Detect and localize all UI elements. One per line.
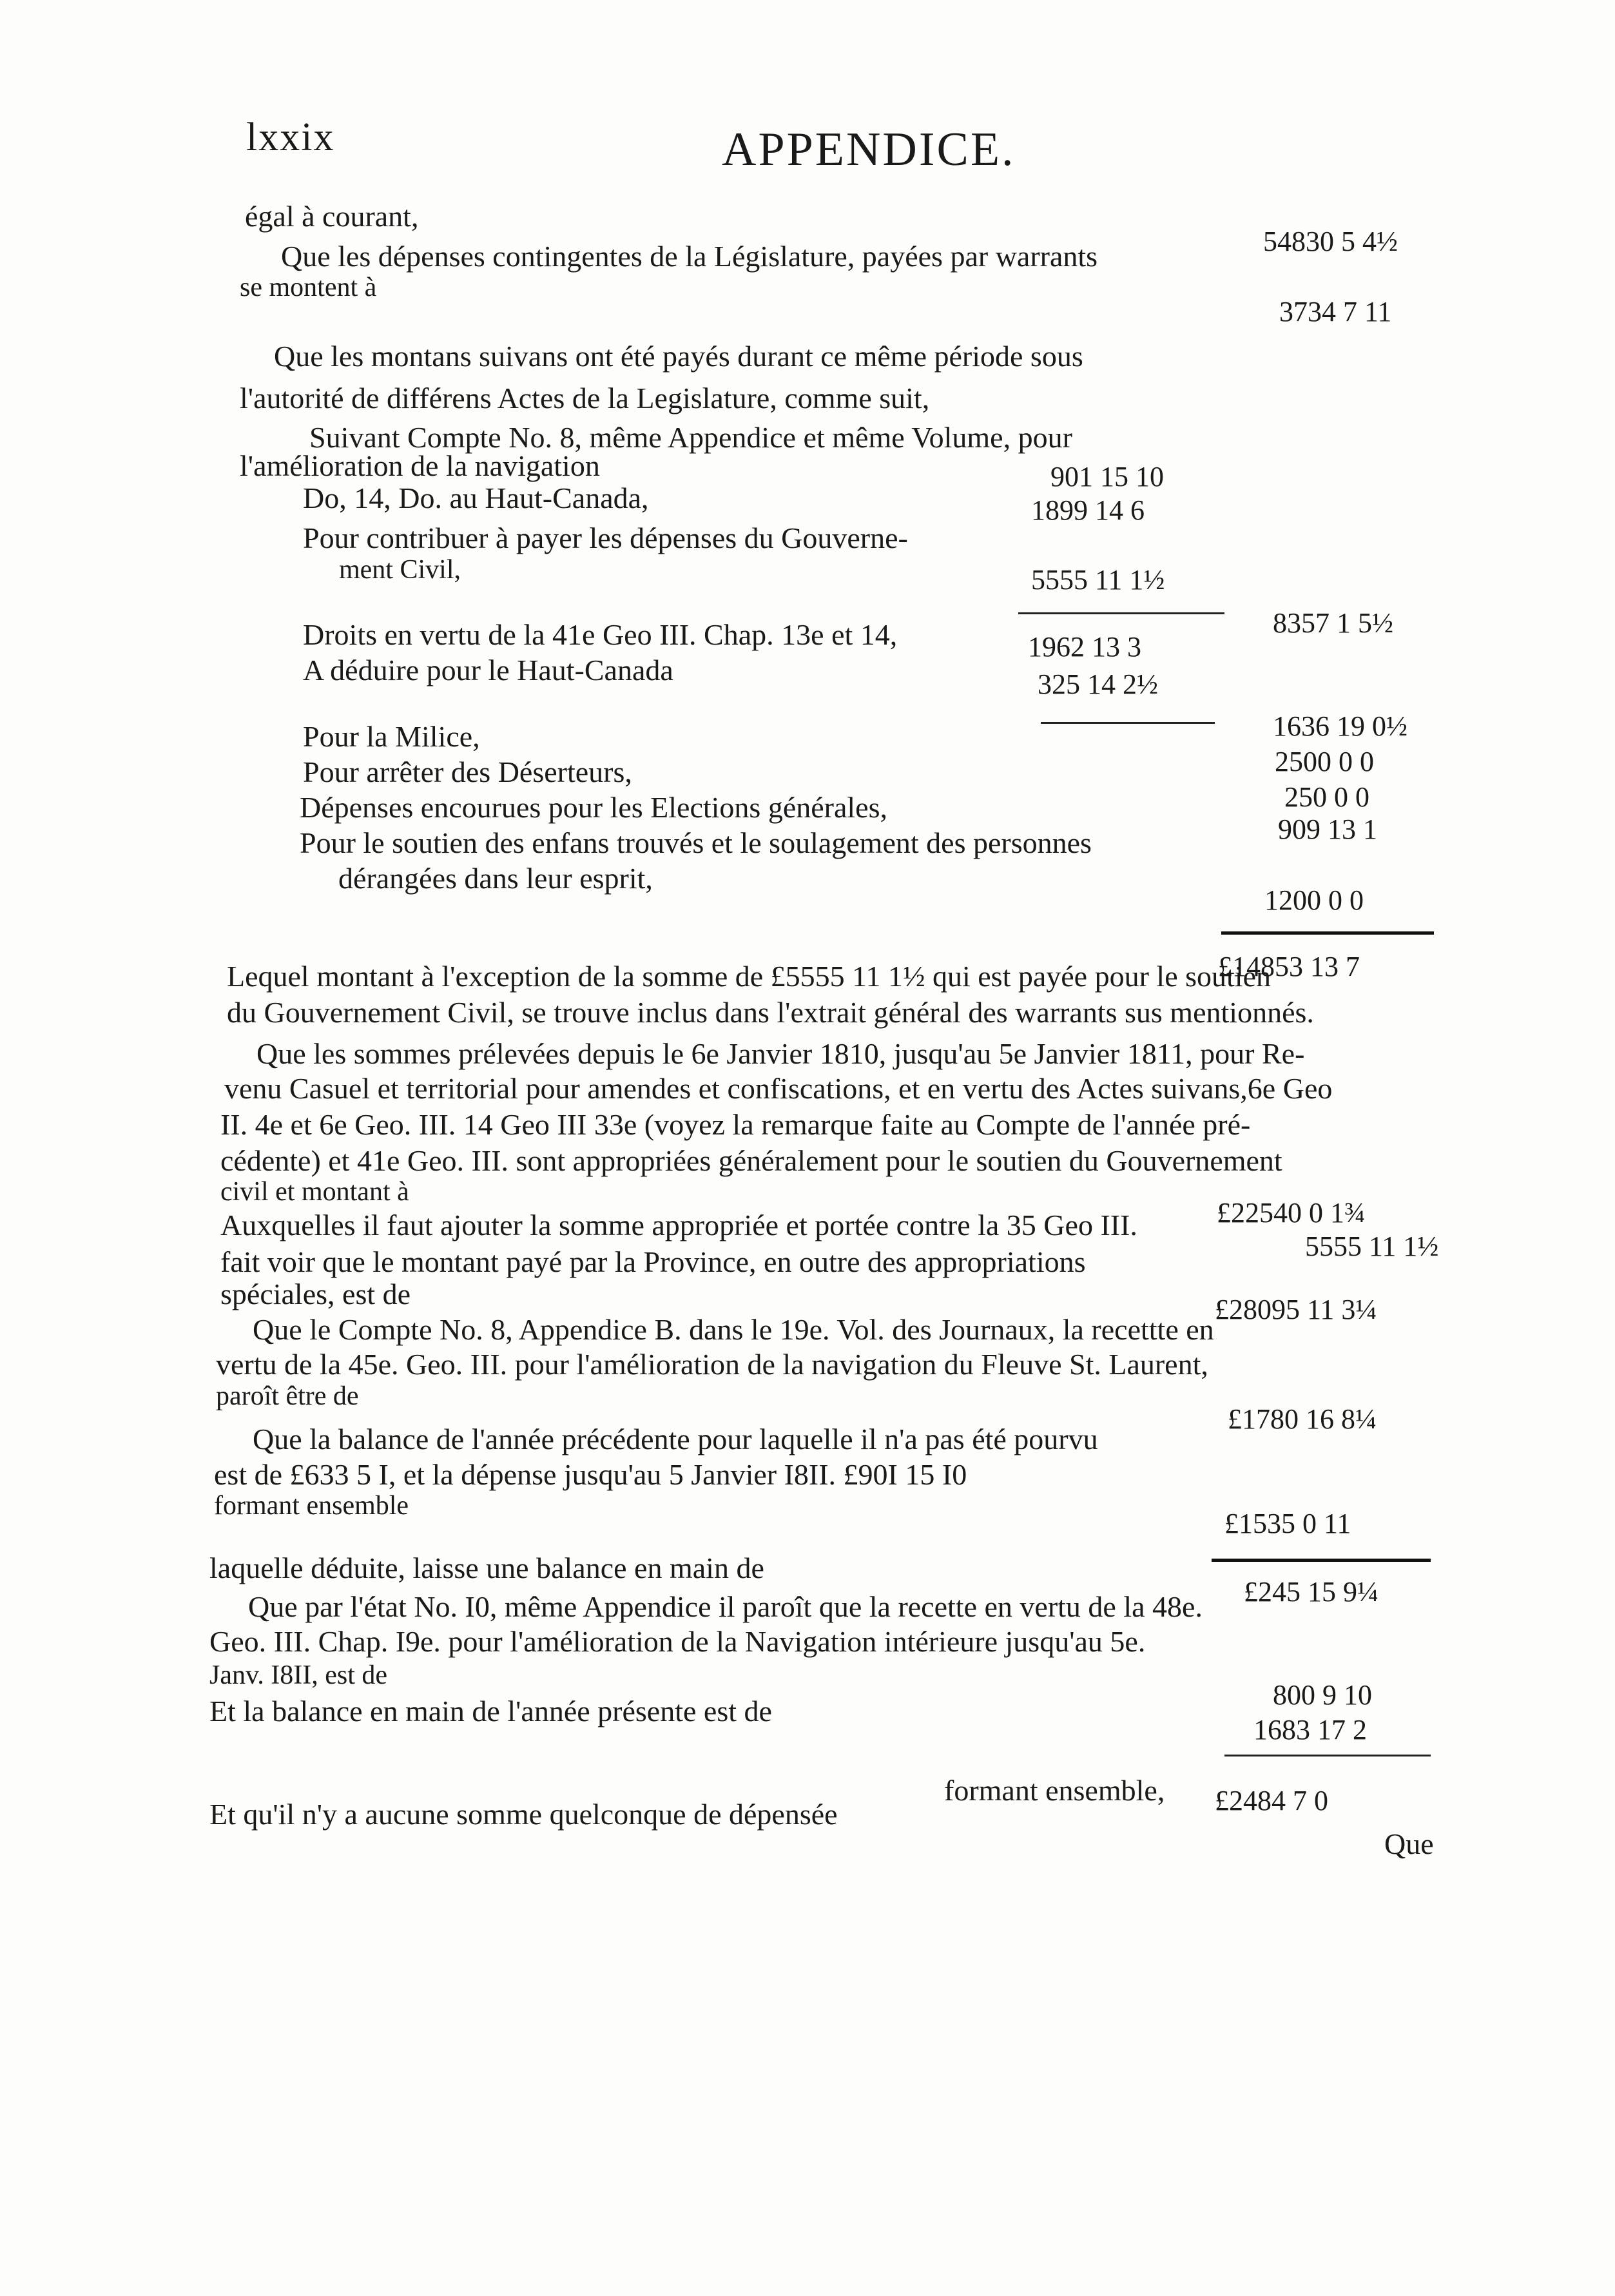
amount: 2500 0 0	[1275, 746, 1374, 777]
text-line: égal à courant,	[245, 200, 419, 233]
text-line: Que les montans suivans ont été payés durant ce même période sous	[274, 340, 1083, 373]
text-line: se montent à	[240, 273, 377, 302]
page-number: lxxix	[246, 115, 335, 159]
total-amount: £2484 7 0	[1215, 1785, 1328, 1816]
amount: £1780 16 8¼	[1228, 1403, 1377, 1435]
rule	[1212, 1559, 1431, 1562]
text-line: Pour arrêter des Déserteurs,	[303, 755, 632, 788]
text-line: II. 4e et 6e Geo. III. 14 Geo III 33e (voyez la remarque faite au Compte de l'année pré-	[220, 1108, 1251, 1141]
text-line: civil et montant à	[220, 1177, 409, 1207]
text-line: Suivant Compte No. 8, même Appendice et même Volume, pour	[309, 421, 1072, 454]
amount: £245 15 9¼	[1244, 1576, 1378, 1608]
amount: 54830 5 4½	[1263, 226, 1398, 257]
amount: 909 13 1	[1278, 813, 1377, 845]
text-line: Lequel montant à l'exception de la somme de £5555 11 1½ qui est payée pour le soutien	[227, 960, 1271, 993]
text-line: Pour la Milice,	[303, 720, 480, 753]
text-line: Geo. III. Chap. I9e. pour l'amélioration de la Navigation intérieure jusqu'au 5e.	[209, 1625, 1146, 1658]
rule	[1041, 722, 1215, 724]
rule	[1221, 931, 1434, 935]
amount: 1636 19 0½	[1273, 710, 1407, 742]
amount: 8357 1 5½	[1273, 607, 1393, 639]
text-line: paroît être de	[216, 1381, 359, 1411]
inner-amount: 1962 13 3	[1028, 631, 1141, 663]
total-amount: £14853 13 7	[1218, 951, 1360, 982]
text-line: Et qu'il n'y a aucune somme quelconque de dépensée	[209, 1798, 838, 1831]
text-line: ment Civil,	[339, 555, 461, 585]
text-line: est de £633 5 I, et la dépense jusqu'au 5 Janvier I8II. £90I 15 I0	[214, 1458, 967, 1491]
amount: 1683 17 2	[1253, 1714, 1367, 1746]
text-line: Que les dépenses contingentes de la Législature, payées par warrants	[281, 240, 1098, 273]
text-line: Que le Compte No. 8, Appendice B. dans le 19e. Vol. des Journaux, la recettte en	[253, 1313, 1214, 1346]
text-line: Dépenses encourues pour les Elections générales,	[300, 791, 888, 824]
text-line: Et la balance en main de l'année présente est de	[209, 1695, 772, 1727]
text-line: l'autorité de différens Actes de la Legislature, comme suit,	[240, 382, 930, 414]
inner-amount: 325 14 2½	[1038, 668, 1158, 700]
inner-amount: 5555 11 1½	[1031, 564, 1165, 596]
amount: £1535 0 11	[1224, 1508, 1351, 1539]
amount: £22540 0 1¾	[1217, 1197, 1366, 1229]
rule	[1018, 612, 1224, 614]
amount: 5555 11 1½	[1305, 1231, 1439, 1262]
text-line: Pour le soutien des enfans trouvés et le soulagement des personnes	[300, 826, 1092, 859]
text-line: Pour contribuer à payer les dépenses du Gouverne-	[303, 521, 908, 554]
page-title: APPENDICE.	[722, 123, 1016, 176]
text-line: du Gouvernement Civil, se trouve inclus dans l'extrait général des warrants sus mentionnés.	[227, 996, 1314, 1029]
inner-amount: 1899 14 6	[1031, 494, 1145, 526]
text-line: Do, 14, Do. au Haut-Canada,	[303, 482, 649, 514]
text-line: Janv. I8II, est de	[209, 1660, 388, 1690]
text-line: laquelle déduite, laisse une balance en main de	[209, 1552, 764, 1584]
amount: 3734 7 11	[1279, 296, 1392, 327]
amount: 250 0 0	[1284, 781, 1369, 813]
text-line: Droits en vertu de la 41e Geo III. Chap. 13e et 14,	[303, 618, 898, 651]
text-line: Que par l'état No. I0, même Appendice il paroît que la recette en vertu de la 48e.	[248, 1590, 1203, 1623]
text-line: Que la balance de l'année précédente pour laquelle il n'a pas été pourvu	[253, 1423, 1098, 1455]
inner-amount: 901 15 10	[1050, 461, 1164, 492]
text-line: formant ensemble,	[944, 1774, 1165, 1807]
text-line: formant ensemble	[214, 1491, 409, 1521]
amount: £28095 11 3¼	[1215, 1294, 1377, 1325]
text-line: dérangées dans leur esprit,	[338, 862, 653, 895]
text-line: cédente) et 41e Geo. III. sont appropriées généralement pour le soutien du Gouvernement	[220, 1144, 1282, 1177]
text-line: venu Casuel et territorial pour amendes et confiscations, et en vertu des Actes suivans,6e Geo	[224, 1072, 1333, 1105]
text-line: Que les sommes prélevées depuis le 6e Janvier 1810, jusqu'au 5e Janvier 1811, pour Re-	[256, 1037, 1305, 1070]
rule	[1224, 1755, 1431, 1756]
amount: 1200 0 0	[1264, 884, 1364, 916]
catchword: Que	[1384, 1827, 1434, 1860]
amount: 800 9 10	[1273, 1679, 1372, 1711]
text-line: vertu de la 45e. Geo. III. pour l'amélioration de la navigation du Fleuve St. Laurent,	[216, 1348, 1208, 1381]
text-line: A déduire pour le Haut-Canada	[303, 654, 673, 686]
text-line: spéciales, est de	[220, 1278, 411, 1310]
text-line: Auxquelles il faut ajouter la somme appropriée et portée contre la 35 Geo III.	[220, 1209, 1137, 1241]
text-line: l'amélioration de la navigation	[240, 449, 600, 482]
text-line: fait voir que le montant payé par la Province, en outre des appropriations	[220, 1245, 1086, 1278]
